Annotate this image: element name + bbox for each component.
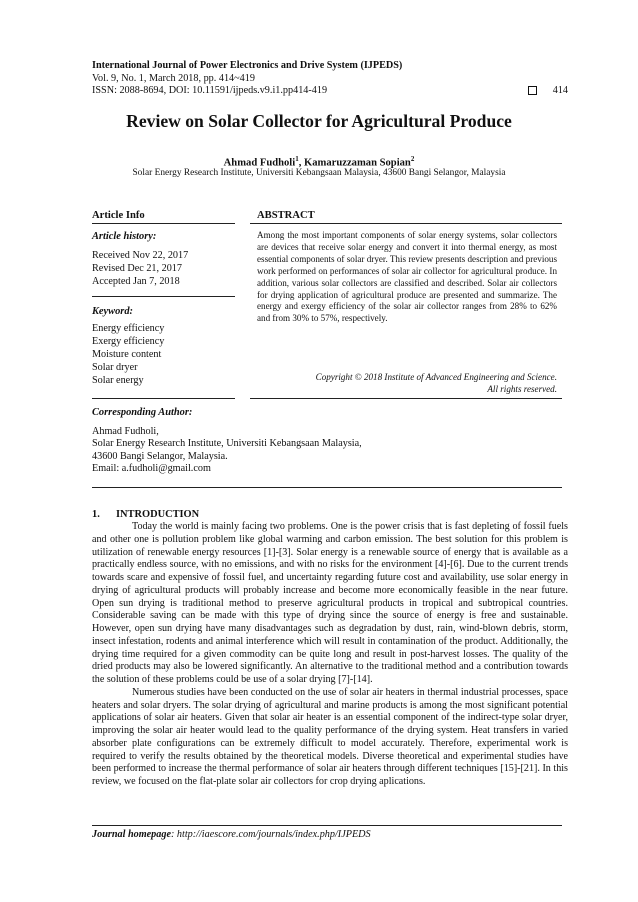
journal-homepage — [92, 829, 371, 840]
history-accepted: Accepted Jan 7, 2018 — [92, 275, 180, 287]
affiliation-marker: 1 — [295, 155, 299, 163]
corresponding-address: 43600 Bangi Selangor, Malaysia. — [92, 450, 228, 462]
history-revised: Revised Dec 21, 2017 — [92, 262, 182, 274]
paragraph: Today the world is mainly facing two problems. One is the power crisis that is fast depleting of fossil fuels and other one is pollution problem like global warming and carbon emission. The best solution for this problem is utilization of renewable energy resources [1]-[3]. Solar energy is a renewable source of energy that is available as a practically endless source, with no emissions, and with no risks for the environment [4]-[6]. Due to the current trends towards scare and expensive of fossil fuel, and uncertainty regarding future cost and availability, use solar energy in drying of agricultural products will probably increase and become more economically feasible in the near future. Open sun drying is traditional method to preserve agricultural products in tropical and subtropical countries. Considerable saving can be made with this type of drying since the source of energy is free and sustainable. However, open sun drying have many disadvantages such as degradation by dust, rain, wind-blown debris, storm, insect infestation, rodents and animal interference which will result in contamination of the product. Additionally, the drying time required for a given commodity can be quite long and result in post-harvest losses. The quality of the dried products may also be lowered significantly. An alternative to the traditional method and a contribution towards the solution of these problems could be use of a solar drying [7]-[14]. — [92, 521, 568, 685]
page-number: 414 — [552, 85, 568, 97]
issn-doi: ISSN: 2088-8694, DOI: 10.11591/ijpeds.v9.i1.pp414-419 — [92, 85, 328, 97]
corresponding-institution: Solar Energy Research Institute, Universiti Kebangsaan Malaysia, — [92, 438, 362, 450]
introduction-body — [92, 521, 568, 789]
corresponding-email: Email: a.fudholi@gmail.com — [92, 463, 211, 475]
journal-header — [92, 60, 568, 98]
author-name: Ahmad Fudholi — [223, 157, 296, 169]
journal-title: International Journal of Power Electronics and Drive System (IJPEDS) — [92, 60, 403, 71]
divider — [250, 398, 562, 399]
keyword-list — [92, 323, 164, 388]
divider — [92, 296, 235, 297]
paragraph: Numerous studies have been conducted on the use of solar air heaters in thermal industrial processes, space heaters and solar dryers. The solar drying of agricultural and marine products is among the most significant potential applications of solar air heaters. Given that solar air heater is an essential component of the indirect-type solar dryer, improving the solar air heater would lead to the quality performance of the drying system. Heat transfers in varied absorber plate configurations can be extremely difficult to model accurately. Therefore, experimental work is required to verify the results obtained by the theoretical models. Diverse theoretical and experimental studies have been performed to increase the thermal performance of solar air heaters through different techniques [15]-[21]. In this review, we focused on the flat-plate solar air collectors for crop drying aplications. — [92, 686, 568, 787]
keyword-item: Moisture content — [92, 348, 162, 360]
article-history — [92, 250, 188, 289]
corresponding-name: Ahmad Fudholi, — [92, 426, 159, 437]
issn-row — [92, 85, 568, 98]
author-line — [60, 155, 578, 169]
divider — [92, 487, 562, 488]
footer-divider — [92, 825, 562, 826]
paper-title: Review on Solar Collector for Agricultural Produce — [126, 111, 512, 131]
copyright-line: All rights reserved. — [487, 383, 557, 394]
abstract-text: Among the most important components of solar energy systems, solar collectors are devices that receive solar energy and convert it into thermal energy, as most essential components of solar dryer. This review presents description and previous work performed on performances of solar air collector for agricultural produce. In addition, various solar collectors are classified and described. Solar air collectors for drying application of agricultural produce are presented and summarize. The energy and exergy efficiency of the solar air collector ranges from 28% to 62% and from 30% to 57%, respectively. — [257, 230, 557, 324]
article-info-heading: Article Info — [92, 210, 145, 221]
keyword-item: Solar dryer — [92, 361, 138, 373]
section-heading — [92, 509, 199, 520]
author-name: Kamaruzzaman Sopian — [304, 157, 411, 169]
divider — [92, 223, 235, 224]
homepage-link[interactable]: : http://iaescore.com/journals/index.php/IJPEDS — [170, 829, 371, 840]
abstract-heading: ABSTRACT — [257, 210, 315, 221]
keyword-item: Energy efficiency — [92, 323, 165, 334]
page-number-group — [528, 85, 568, 98]
keyword-heading: Keyword: — [92, 306, 133, 317]
affiliation-marker: 2 — [410, 155, 415, 163]
homepage-label: Journal homepage — [92, 829, 171, 840]
divider — [92, 398, 235, 399]
corresponding-author-heading: Corresponding Author: — [92, 407, 193, 418]
author-separator: , — [298, 157, 304, 169]
keyword-item: Exergy efficiency — [92, 335, 165, 347]
square-icon — [528, 86, 537, 95]
article-history-heading: Article history: — [92, 231, 157, 242]
history-received: Received Nov 22, 2017 — [92, 250, 189, 261]
divider — [250, 223, 562, 224]
affiliation: Solar Energy Research Institute, Universiti Kebangsaan Malaysia, 43600 Bangi Selangor, Malaysia — [132, 168, 506, 178]
section-number: 1. — [92, 509, 100, 520]
section-title: INTRODUCTION — [116, 509, 200, 520]
volume-info: Vol. 9, No. 1, March 2018, pp. 414~419 — [92, 72, 255, 84]
copyright-line: Copyright © 2018 Institute of Advanced Engineering and Science. — [315, 372, 557, 382]
keyword-item: Solar energy — [92, 374, 144, 386]
copyright-notice — [257, 372, 557, 396]
corresponding-author — [92, 426, 568, 476]
